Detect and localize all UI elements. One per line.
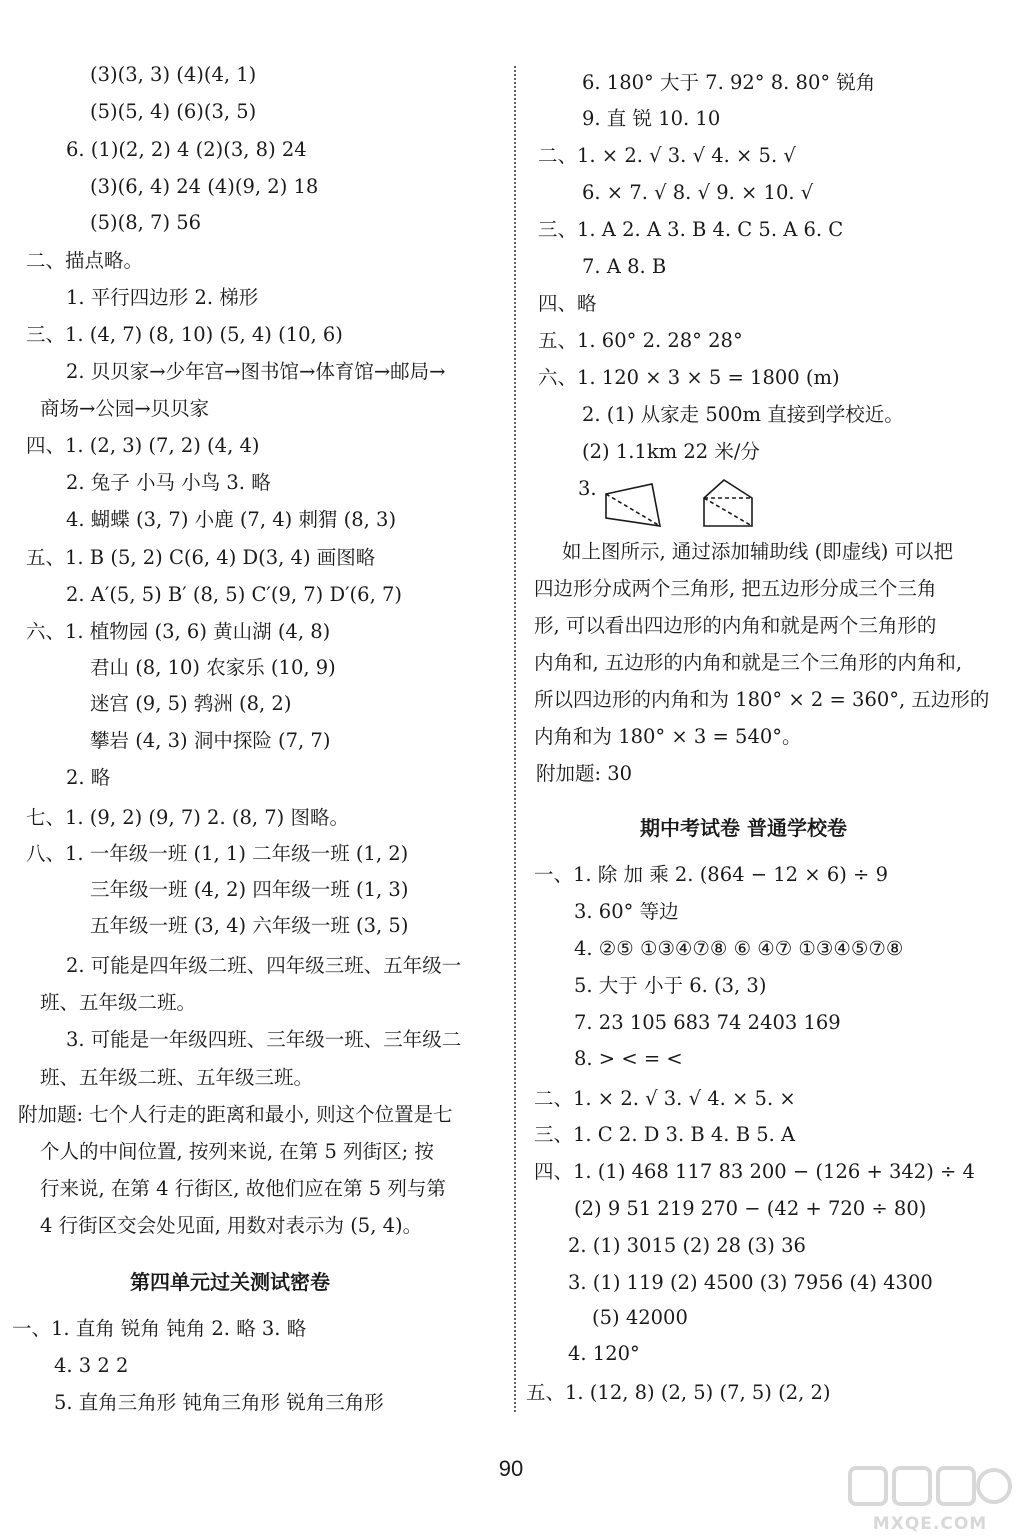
answer-line: 8. > < = < — [574, 1047, 683, 1070]
explanation-line: 内角和, 五边形的内角和就是三个三角形的内角和, — [534, 651, 963, 674]
answer-line: 9. 直 锐 10. 10 — [582, 107, 721, 130]
answer-line: 5. 直角三角形 钝角三角形 锐角三角形 — [54, 1391, 384, 1414]
watermark — [842, 1462, 1018, 1534]
explanation-line: 四边形分成两个三角形, 把五边形分成三个三角 — [534, 577, 937, 600]
bonus-line: 附加题: 七个人行走的距离和最小, 则这个位置是七 — [18, 1103, 453, 1126]
section-line: 五、1. B (5, 2) C(6, 4) D(3, 4) 画图略 — [26, 546, 376, 569]
answer-line: 4. 3 2 2 — [54, 1354, 129, 1377]
section-line: 四、略 — [538, 292, 597, 315]
section-line: 一、1. 除 加 乘 2. (864 − 12 × 6) ÷ 9 — [534, 863, 888, 886]
pentagon-shape — [704, 480, 752, 526]
section-heading: 期中考试卷 普通学校卷 — [640, 816, 847, 840]
section-line: 二、1. × 2. √ 3. √ 4. × 5. √ — [538, 144, 796, 167]
section-line: 五、1. 60° 2. 28° 28° — [538, 329, 743, 352]
quadrilateral-pentagon-figure — [600, 476, 816, 532]
answer-line: 4. 蝴蝶 (3, 7) 小鹿 (7, 4) 刺猬 (8, 3) — [66, 508, 397, 531]
answer-line: 3. (1) 119 (2) 4500 (3) 7956 (4) 4300 — [568, 1271, 933, 1294]
answer-line: 2. (1) 从家走 500m 直接到学校近。 — [582, 403, 904, 426]
section-line: 六、1. 植物园 (3, 6) 黄山湖 (4, 8) — [26, 620, 331, 643]
bonus-line: 附加题: 30 — [536, 762, 633, 785]
answer-line: 3. 60° 等边 — [574, 900, 679, 923]
section-line: 三、1. A 2. A 3. B 4. C 5. A 6. C — [538, 218, 844, 241]
column-divider — [514, 66, 516, 1412]
watermark-text: MXQE.COM — [872, 1514, 988, 1534]
answer-line: (5)(5, 4) (6)(3, 5) — [90, 100, 257, 123]
explanation-line: 所以四边形的内角和为 180° × 2 = 360°, 五边形的 — [534, 688, 990, 711]
explanation-line: 形, 可以看出四边形的内角和就是两个三角形的 — [534, 614, 937, 637]
bonus-line: 个人的中间位置, 按列来说, 在第 5 列街区; 按 — [40, 1140, 434, 1163]
answer-line: 2. 可能是四年级二班、四年级三班、五年级一 — [66, 954, 462, 977]
answer-line: (5) 42000 — [592, 1306, 688, 1329]
section-line: 四、1. (2, 3) (7, 2) (4, 4) — [26, 434, 260, 457]
quadrilateral-shape — [606, 484, 660, 526]
watermark-logo-icon — [842, 1462, 1018, 1512]
answer-line: 2. 略 — [66, 766, 111, 789]
answer-line: (3)(6, 4) 24 (4)(9, 2) 18 — [90, 175, 319, 198]
page-number: 90 — [498, 1456, 524, 1481]
answer-line: 君山 (8, 10) 农家乐 (10, 9) — [90, 656, 336, 679]
answer-line: 班、五年级二班。 — [40, 991, 197, 1014]
answer-line: 2. A′(5, 5) B′ (8, 5) C′(9, 7) D′(6, 7) — [66, 583, 402, 606]
answer-line: 攀岩 (4, 3) 洞中探险 (7, 7) — [90, 729, 331, 752]
answer-line: 5. 大于 小于 6. (3, 3) — [574, 974, 767, 997]
answer-line: 2. 兔子 小马 小鸟 3. 略 — [66, 471, 271, 494]
answer-line: 1. 平行四边形 2. 梯形 — [66, 286, 259, 309]
section-line: 三、1. (4, 7) (8, 10) (5, 4) (10, 6) — [26, 323, 343, 346]
answer-line: 商场→公园→贝贝家 — [40, 397, 210, 420]
answer-line: (3)(3, 3) (4)(4, 1) — [90, 63, 257, 86]
answer-line: 五年级一班 (3, 4) 六年级一班 (3, 5) — [90, 914, 409, 937]
section-line: 八、1. 一年级一班 (1, 1) 二年级一班 (1, 2) — [26, 842, 409, 865]
bonus-line: 4 行街区交会处见面, 用数对表示为 (5, 4)。 — [40, 1214, 423, 1237]
answer-line: 4. 120° — [568, 1342, 640, 1365]
answer-line: 迷宫 (9, 5) 鹁洲 (8, 2) — [90, 692, 292, 715]
answer-line: 6. (1)(2, 2) 4 (2)(3, 8) 24 — [66, 138, 307, 161]
section-line: 一、1. 直角 锐角 钝角 2. 略 3. 略 — [12, 1317, 307, 1340]
answer-line: 6. 180° 大于 7. 92° 8. 80° 锐角 — [582, 71, 876, 94]
answer-line: 三年级一班 (4, 2) 四年级一班 (1, 3) — [90, 878, 409, 901]
answer-line: (5)(8, 7) 56 — [90, 211, 202, 234]
bonus-line: 行来说, 在第 4 行街区, 故他们应在第 5 列与第 — [40, 1177, 446, 1200]
answer-line: 2. 贝贝家→少年宫→图书馆→体育馆→邮局→ — [66, 360, 446, 383]
answer-line: 班、五年级二班、五年级三班。 — [40, 1066, 314, 1089]
section-line: 二、描点略。 — [26, 249, 144, 272]
answer-line: 7. 23 105 683 74 2403 169 — [574, 1011, 841, 1034]
section-line: 六、1. 120 × 3 × 5 = 1800 (m) — [538, 366, 840, 389]
section-line: 二、1. × 2. √ 3. √ 4. × 5. × — [534, 1087, 796, 1110]
answer-line: 6. × 7. √ 8. √ 9. × 10. √ — [582, 181, 814, 204]
section-line: 三、1. C 2. D 3. B 4. B 5. A — [534, 1123, 796, 1146]
section-line: 五、1. (12, 8) (2, 5) (7, 5) (2, 2) — [526, 1381, 831, 1404]
answer-line: 3. — [578, 477, 597, 500]
answer-line: (2) 9 51 219 270 − (42 + 720 ÷ 80) — [574, 1197, 927, 1220]
answer-line: (2) 1.1km 22 米/分 — [582, 440, 760, 463]
section-line: 四、1. (1) 468 117 83 200 − (126 + 342) ÷ 4 — [534, 1160, 975, 1183]
section-line: 七、1. (9, 2) (9, 7) 2. (8, 7) 图略。 — [26, 806, 349, 829]
section-heading: 第四单元过关测试密卷 — [130, 1270, 330, 1294]
answer-line: 4. ②⑤ ①③④⑦⑧ ⑥ ④⑦ ①③④⑤⑦⑧ — [574, 937, 904, 960]
explanation-line: 内角和为 180° × 3 = 540°。 — [534, 725, 802, 748]
answer-line: 2. (1) 3015 (2) 28 (3) 36 — [568, 1234, 806, 1257]
answer-line: 7. A 8. B — [582, 255, 667, 278]
explanation-line: 如上图所示, 通过添加辅助线 (即虚线) 可以把 — [562, 540, 954, 563]
answer-line: 3. 可能是一年级四班、三年级一班、三年级二 — [66, 1028, 462, 1051]
